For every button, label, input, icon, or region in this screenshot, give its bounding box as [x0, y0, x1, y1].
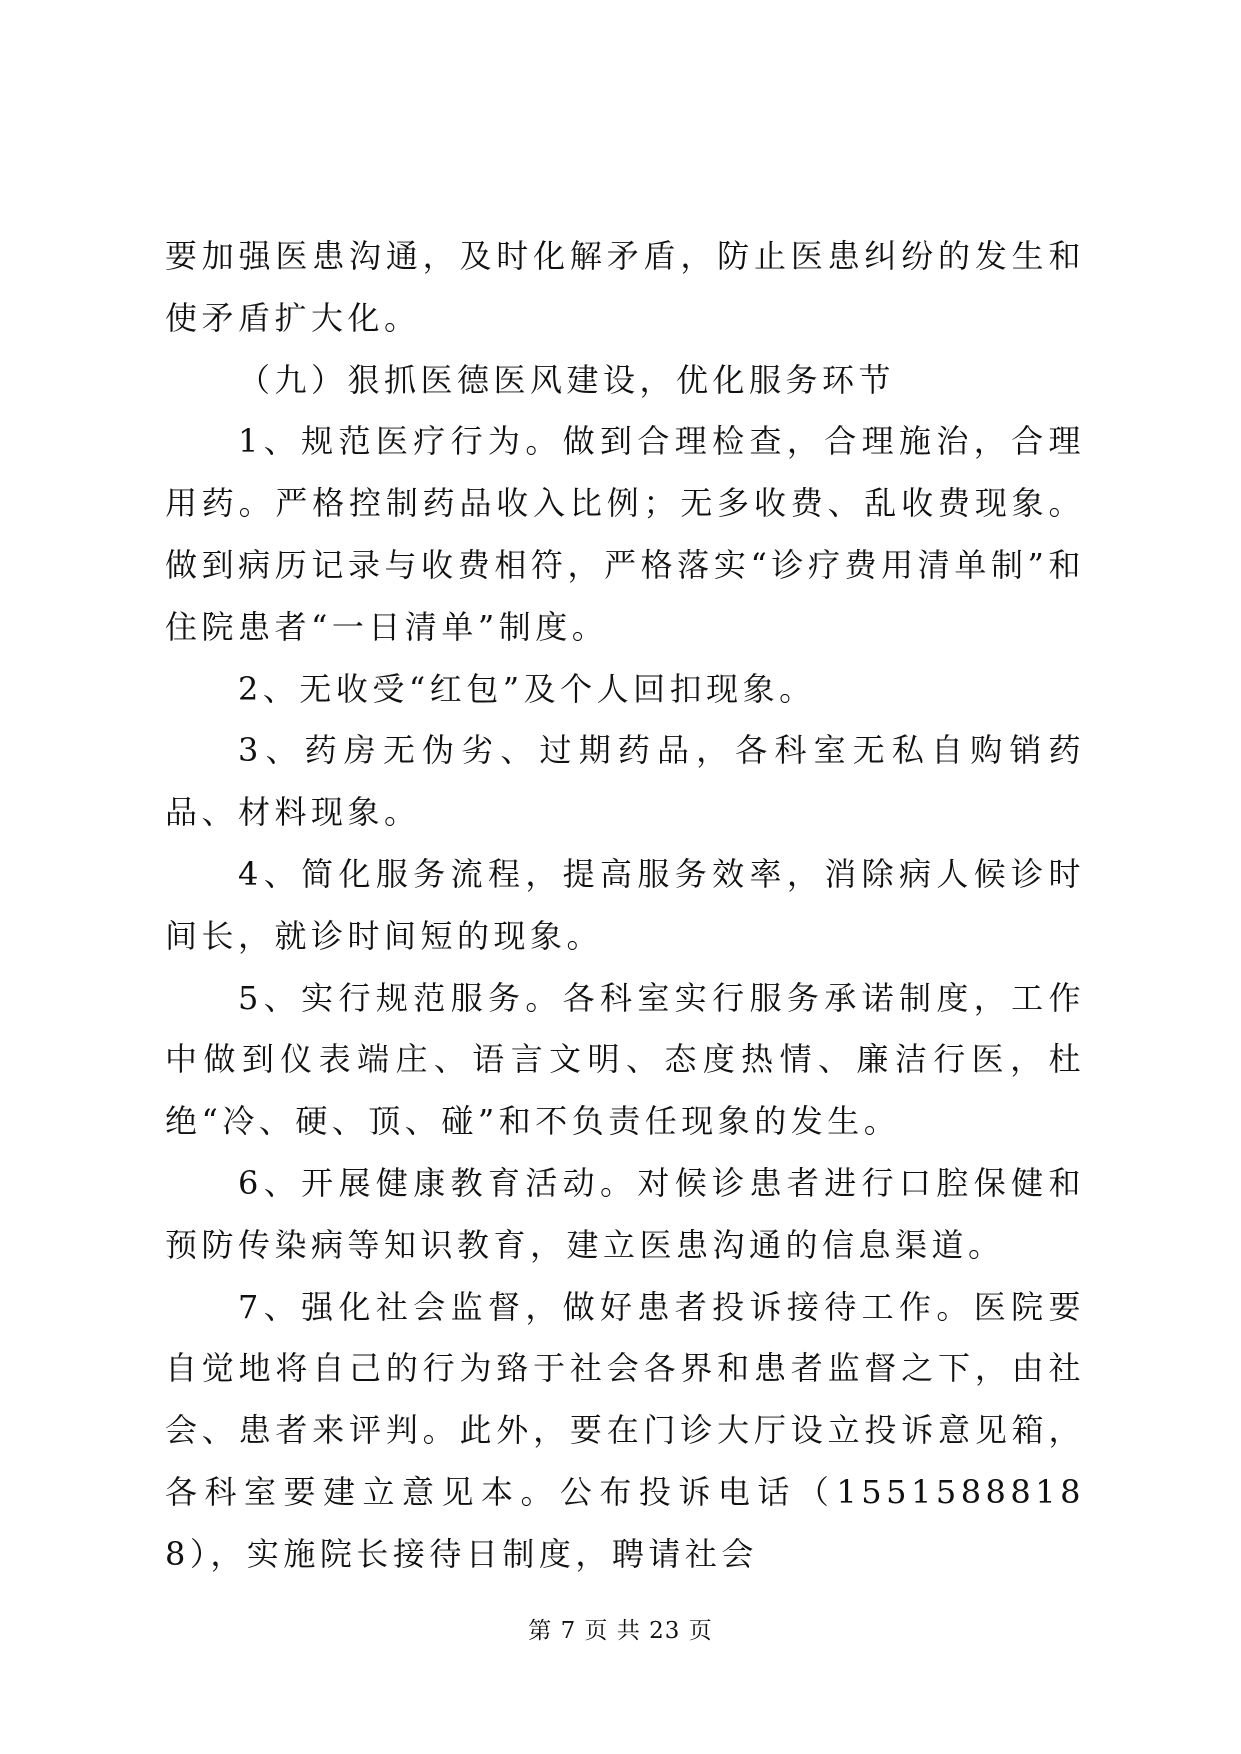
paragraph-item-2: 2、无收受“红包”及个人回扣现象。 [238, 669, 816, 708]
paragraph-item-3: 3、药房无伪劣、过期药品，各科室无私自购销药品、材料现象。 [165, 731, 1085, 832]
paragraph-continued: 要加强医患沟通，及时化解矛盾，防止医患纠纷的发生和使矛盾扩大化。 [165, 237, 1085, 337]
paragraph-item-6: 6、开展健康教育活动。对候诊患者进行口腔保健和预防传染病等知识教育，建立医患沟通的信息渠道。 [165, 1163, 1085, 1264]
section-heading: （九）狠抓医德医风建设，优化服务环节 [238, 360, 896, 399]
paragraph-item-7: 7、强化社会监督，做好患者投诉接待工作。医院要自觉地将自己的行为臵于社会各界和患者监督之下，由社会、患者来评判。此外，要在门诊大厅设立投诉意见箱，各科室要建立意见本。公布投诉电话（15515888188），实施院长接待日制度，聘请社会 [165, 1287, 1085, 1573]
paragraph-item-1: 1、规范医疗行为。做到合理检查，合理施治，合理用药。严格控制药品收入比例；无多收费、乱收费现象。做到病历记录与收费相符，严格落实“诊疗费用清单制”和住院患者“一日清单”制度。 [165, 422, 1085, 646]
paragraph-item-4: 4、简化服务流程，提高服务效率，消除病人候诊时间长，就诊时间短的现象。 [165, 854, 1085, 955]
page-number-footer: 第 7 页 共 23 页 [528, 1618, 713, 1644]
document-body [165, 226, 1085, 1586]
paragraph-item-5: 5、实行规范服务。各科室实行服务承诺制度，工作中做到仪表端庄、语言文明、态度热情、廉洁行医，杜绝“冷、硬、顶、碰”和不负责任现象的发生。 [165, 978, 1085, 1141]
